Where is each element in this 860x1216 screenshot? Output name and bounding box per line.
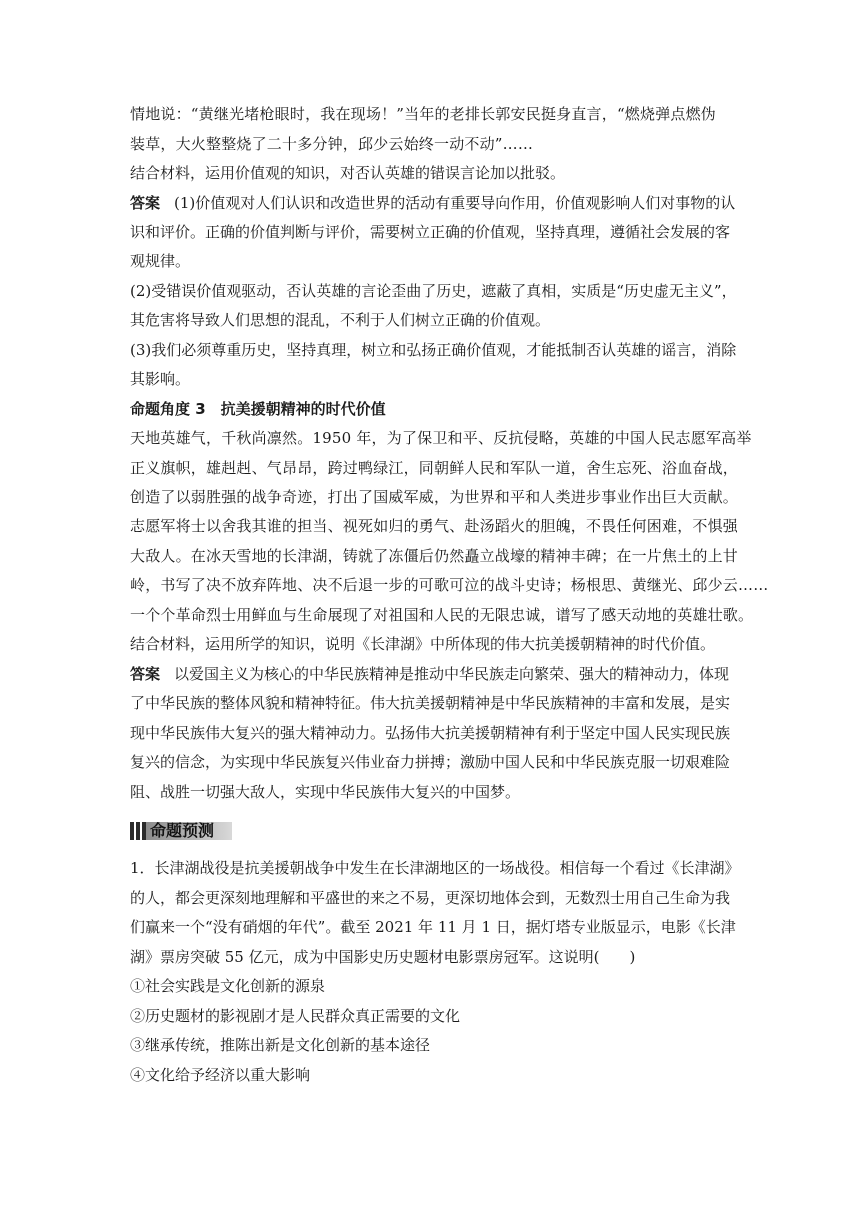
material-line: 情地说：“黄继光堵枪眼时，我在现场！”当年的老排长郭安民挺身直言，“燃烧弹点燃伪 <box>130 105 717 123</box>
angle-heading: 命题角度 3 抗美援朝精神的时代价值 <box>130 400 386 418</box>
answer-line: 了中华民族的整体风貌和精神特征。伟大抗美援朝精神是中华民族精神的丰富和发展，是实 <box>130 694 731 712</box>
option-item: ①社会实践是文化创新的源泉 <box>130 977 326 995</box>
answer-line: 复兴的信念，为实现中华民族复兴伟业奋力拼搏；激励中国人民和中华民族克服一切艰难险 <box>130 753 731 771</box>
material-line: 创造了以弱胜强的战争奇迹，打出了国威军威，为世界和平和人类进步事业作出巨大贡献。 <box>130 488 739 506</box>
question-line: 1．长津湖战役是抗美援朝战争中发生在长津湖地区的一场战役。相信每一个看过《长津湖》 <box>130 859 740 877</box>
material-line: 天地英雄气，千秋尚凛然。1950 年，为了保卫和平、反抗侵略，英雄的中国人民志愿军高举 <box>130 429 752 447</box>
answer-line <box>130 664 729 684</box>
answer-text: 以爱国主义为核心的中华民族精神是推动中华民族走向繁荣、强大的精神动力，体现 <box>174 665 730 683</box>
answer-line: 阻、战胜一切强大敌人，实现中华民族伟大复兴的中国梦。 <box>130 783 521 801</box>
option-item: ④文化给予经济以重大影响 <box>130 1066 311 1084</box>
material-line: 一个个革命烈士用鲜血与生命展现了对祖国和人民的无限忠诚，谱写了感天动地的英雄壮歌。 <box>130 606 754 624</box>
question-text: 结合材料，运用价值观的知识，对否认英雄的错误言论加以批驳。 <box>130 164 566 182</box>
section-heading <box>130 820 232 842</box>
section-title: 命题预测 <box>150 821 215 840</box>
material-line: 岭，书写了决不放弃阵地、决不后退一步的可歌可泣的战斗史诗；杨根思、黄继光、邱少云…… <box>130 576 769 594</box>
material-line: 装草，大火整整烧了二十多分钟，邱少云始终一动不动”…… <box>130 135 534 153</box>
answer-line: 其危害将导致人们思想的混乱，不利于人们树立正确的价值观。 <box>130 311 551 329</box>
answer-line: (3)我们必须尊重历史，坚持真理，树立和弘扬正确价值观，才能抵制否认英雄的谣言，消除 <box>130 341 737 359</box>
material-line: 正义旗帜，雄赳赳、气昂昂，跨过鸭绿江，同朝鲜人民和军队一道，舍生忘死、浴血奋战， <box>130 459 739 477</box>
answer-line: 识和评价。正确的价值判断与评价，需要树立正确的价值观，坚持真理，遵循社会发展的客 <box>130 223 731 241</box>
section-bars-icon <box>130 822 146 840</box>
option-item: ③继承传统，推陈出新是文化创新的基本途径 <box>130 1036 431 1054</box>
question-text: 结合材料，运用所学的知识，说明《长津湖》中所体现的伟大抗美援朝精神的时代价值。 <box>130 635 716 653</box>
answer-line: 其影响。 <box>130 370 191 388</box>
answer-label: 答案 <box>130 194 161 212</box>
question-line: 们赢来一个“没有硝烟的年代”。截至 2021 年 11 月 1 日，据灯塔专业版显示，电影《长津 <box>130 918 736 936</box>
answer-text: (1)价值观对人们认识和改造世界的活动有重要导向作用，价值观影响人们对事物的认 <box>174 194 736 212</box>
option-item: ②历史题材的影视剧才是人民群众真正需要的文化 <box>130 1007 461 1025</box>
material-line: 大敌人。在冰天雪地的长津湖，铸就了冻僵后仍然矗立战壕的精神丰碑；在一片焦土的上甘 <box>130 547 739 565</box>
question-line: 湖》票房突破 55 亿元，成为中国影史历史题材电影票房冠军。这说明( ) <box>130 948 636 966</box>
answer-line: 观规律。 <box>130 252 191 270</box>
answer-line <box>130 193 735 213</box>
answer-label: 答案 <box>130 665 161 683</box>
material-line: 志愿军将士以舍我其谁的担当、视死如归的勇气、赴汤蹈火的胆魄，不畏任何困难，不惧强 <box>130 517 739 535</box>
answer-line: 现中华民族伟大复兴的强大精神动力。弘扬伟大抗美援朝精神有利于坚定中国人民实现民族 <box>130 724 731 742</box>
question-line: 的人，都会更深刻地理解和平盛世的来之不易，更深切地体会到，无数烈士用自己生命为我 <box>130 889 731 907</box>
answer-line: (2)受错误价值观驱动，否认英雄的言论歪曲了历史，遮蔽了真相，实质是“历史虚无主义”， <box>130 282 737 300</box>
